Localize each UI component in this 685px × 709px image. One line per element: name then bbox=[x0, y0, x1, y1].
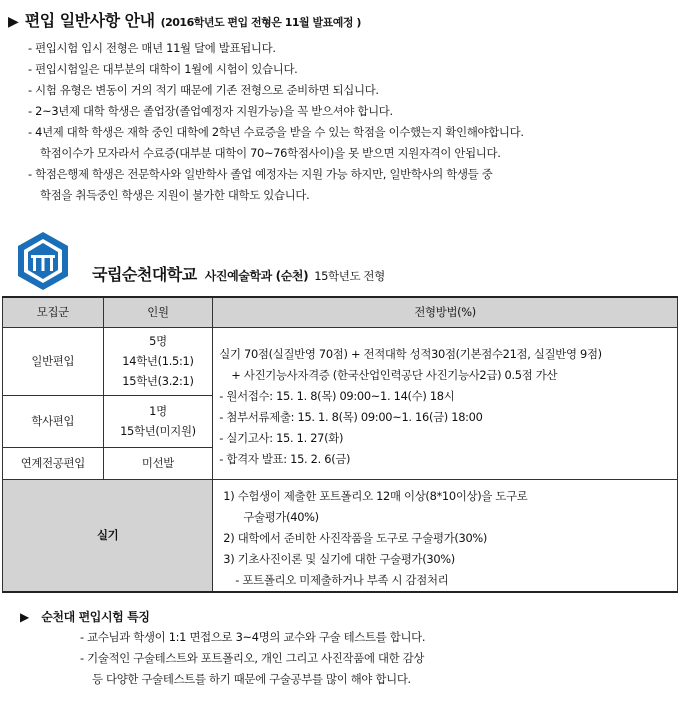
school-name: 국립순천대학교 bbox=[92, 265, 197, 284]
method-line: 실기 70점(실질반영 70점) + 전적대학 성적30점(기본점수21점, 실질반영 9점) bbox=[219, 346, 602, 361]
feature-title: 순천대 편입시험 특징 bbox=[41, 610, 150, 624]
note-item: - 편입시험일은 대부분의 대학이 1월에 시험이 있습니다. bbox=[28, 62, 298, 76]
note-item: - 2~3년제 대학 학생은 졸업장(졸업예정자 지원가능)을 꼭 받으셔야 합니다. bbox=[28, 104, 393, 118]
section-header bbox=[8, 8, 361, 31]
note-item: 학점을 취득중인 학생은 지원이 불가한 대학도 있습니다. bbox=[40, 188, 310, 202]
count-line: 15학년(미지원) bbox=[120, 424, 196, 438]
note-item: - 시험 유형은 변동이 거의 적기 때문에 기존 전형으로 준비하면 되십니다. bbox=[28, 83, 379, 97]
practical-label: 실기 bbox=[3, 479, 213, 592]
feature-header bbox=[20, 608, 150, 625]
column-header-count: 인원 bbox=[103, 297, 213, 327]
count-line: 5명 bbox=[149, 334, 167, 348]
group-cell: 학사편입 bbox=[3, 395, 104, 447]
admission-table bbox=[2, 296, 678, 593]
method-line: + 사진기능사자격증 (한국산업인력공단 사진기능사2급) 0.5점 가산 bbox=[231, 367, 558, 382]
practical-details bbox=[213, 479, 678, 592]
practical-line: 구술평가(40%) bbox=[243, 509, 319, 524]
practical-line: 3) 기초사진이론 및 실기에 대한 구술평가(30%) bbox=[223, 551, 455, 566]
practical-line: - 포트폴리오 미제출하거나 부족 시 감점처리 bbox=[235, 572, 449, 587]
count-line: 15학년(3.2:1) bbox=[122, 374, 194, 388]
feature-list bbox=[80, 627, 425, 690]
admission-year: 15학년도 전형 bbox=[314, 269, 385, 283]
feature-item: 등 다양한 구술테스트를 하기 때문에 구술공부를 많이 해야 합니다. bbox=[92, 672, 411, 686]
triangle-bullet-icon: ▶ bbox=[8, 14, 19, 30]
feature-item: - 교수님과 학생이 1:1 면접으로 3~4명의 교수와 구술 테스트를 합니다. bbox=[80, 630, 426, 644]
method-cell bbox=[213, 327, 678, 479]
university-logo-icon bbox=[12, 230, 74, 292]
note-item: - 편입시험 입시 전형은 매년 11월 달에 발표됩니다. bbox=[28, 41, 276, 55]
count-cell bbox=[103, 327, 213, 395]
count-cell bbox=[103, 395, 213, 447]
column-header-group: 모집군 bbox=[3, 297, 104, 327]
note-item: 학점이수가 모자라서 수료증(대부분 대학이 70~76학점사이)을 못 받으면 지원자격이 안됩니다. bbox=[40, 146, 501, 160]
general-notes-list bbox=[28, 38, 678, 206]
note-item: - 4년제 대학 학생은 재학 중인 대학에 2학년 수료증을 받을 수 있는 학점을 이수했는지 확인해야합니다. bbox=[28, 125, 524, 139]
note-item: - 학점은행제 학생은 전문학사와 일반학사 졸업 예정자는 지원 가능 하지만, 일반학사의 학생들 중 bbox=[28, 167, 493, 181]
section-note: (2016학년도 편입 전형은 11월 발표예정 ) bbox=[160, 16, 361, 29]
count-cell: 미선발 bbox=[103, 447, 213, 479]
triangle-bullet-icon: ▶ bbox=[20, 610, 30, 624]
practical-line: 1) 수험생이 제출한 포트폴리오 12매 이상(8*10이상)을 도구로 bbox=[223, 488, 528, 503]
group-cell: 연계전공편입 bbox=[3, 447, 104, 479]
table-row bbox=[3, 327, 678, 395]
feature-item: - 기술적인 구술테스트와 포트폴리오, 개인 그리고 사진작품에 대한 감상 bbox=[80, 651, 425, 665]
practical-line: 2) 대학에서 준비한 사진작품을 도구로 구술평가(30%) bbox=[223, 530, 488, 545]
table-header-row bbox=[3, 297, 678, 327]
department-name: 사진예술학과 (순천) bbox=[204, 269, 309, 283]
table-row-practical bbox=[3, 479, 678, 592]
method-line: - 합격자 발표: 15. 2. 6(금) bbox=[219, 451, 351, 466]
section-title: 편입 일반사항 안내 bbox=[24, 11, 155, 30]
count-line: 1명 bbox=[149, 404, 167, 418]
method-line: - 실기고사: 15. 1. 27(화) bbox=[219, 430, 344, 445]
method-line: - 첨부서류제출: 15. 1. 8(목) 09:00~1. 16(금) 18:00 bbox=[219, 409, 483, 424]
count-line: 14학년(1.5:1) bbox=[122, 354, 194, 368]
group-cell: 일반편입 bbox=[3, 327, 104, 395]
method-line: - 원서접수: 15. 1. 8(목) 09:00~1. 14(수) 18시 bbox=[219, 388, 455, 403]
school-heading bbox=[92, 262, 385, 285]
column-header-method: 전형방법(%) bbox=[213, 297, 678, 327]
